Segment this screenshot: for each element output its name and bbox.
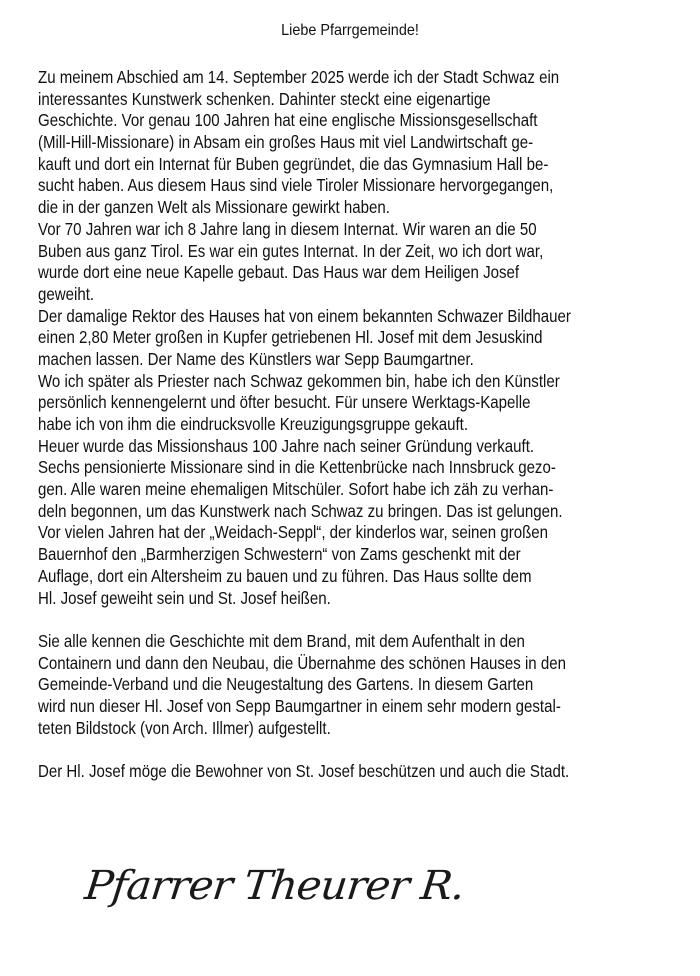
text-line: Vor vielen Jahren hat der „Weidach-Seppl“, der kinderlos war, seinen großen	[38, 522, 549, 543]
text-line: die in der ganzen Welt als Missionare gewirkt haben.	[38, 197, 390, 218]
text-line: deln begonnen, um das Kunstwerk nach Schwaz zu bringen. Das ist gelungen.	[38, 500, 563, 521]
signature-text: Pfarrer Theurer R.	[82, 863, 467, 909]
text-line: Gemeinde-Verband und die Neugestaltung des Gartens. In diesem Garten	[38, 674, 534, 695]
text-line: wurde dort eine neue Kapelle gebaut. Das Haus war dem Heiligen Josef	[38, 262, 520, 283]
text-line: Containern und dann den Neubau, die Übernahme des schönen Hauses in den	[38, 652, 566, 673]
text-line: habe ich von ihm die eindrucksvolle Kreuzigungsgruppe gekauft.	[38, 414, 469, 434]
text-line: Vor 70 Jahren war ich 8 Jahre lang in diesem Internat. Wir waren an die 50	[38, 218, 537, 239]
paragraph-2	[38, 631, 700, 739]
text-line: geweiht.	[38, 283, 95, 304]
text-line: Buben aus ganz Tirol. Es war ein gutes Internat. In der Zeit, wo ich dort war,	[38, 240, 544, 261]
text-line: Bauernhof den „Barmherzigen Schwestern“ von Zams geschenkt mit der	[38, 544, 521, 565]
text-line: Hl. Josef geweiht sein und St. Josef heißen.	[38, 587, 331, 608]
text-line: Auflage, dort ein Altersheim zu bauen und zu führen. Das Haus sollte dem	[38, 565, 532, 586]
paragraph-1	[38, 67, 700, 609]
letter-body	[38, 67, 700, 783]
text-line: (Mill-Hill-Missionare) in Absam ein großes Haus mit viel Landwirtschaft ge-	[38, 132, 534, 153]
paragraph-gap	[38, 739, 700, 761]
paragraph-3	[38, 761, 700, 783]
text-line: Sie alle kennen die Geschichte mit dem Brand, mit dem Aufenthalt in den	[38, 630, 525, 651]
letter-title: Liebe Pfarrgemeinde!	[281, 22, 419, 39]
text-line: gen. Alle waren meine ehemaligen Mitschüler. Sofort habe ich zäh zu verhan-	[38, 479, 554, 500]
text-line: einen 2,80 Meter großen in Kupfer getriebenen Hl. Josef mit dem Jesuskind	[38, 327, 543, 348]
text-line: interessantes Kunstwerk schenken. Dahinter steckt eine eigenartige	[38, 88, 491, 109]
text-line: Heuer wurde das Missionshaus 100 Jahre nach seiner Gründung verkauft.	[38, 435, 535, 456]
text-line: machen lassen. Der Name des Künstlers war Sepp Baumgartner.	[38, 348, 474, 369]
handwritten-signature	[82, 858, 605, 914]
text-line: sucht haben. Aus diesem Haus sind viele Tiroler Missionare hervorgegangen,	[38, 175, 554, 196]
text-line: persönlich kennengelernt und öfter besucht. Für unsere Werktags-Kapelle	[38, 392, 531, 413]
text-line: Der damalige Rektor des Hauses hat von einem bekannten Schwazer Bildhauer	[38, 305, 571, 326]
text-line: kauft und dort ein Internat für Buben gegründet, die das Gymnasium Hall be-	[38, 153, 549, 174]
text-line: Wo ich später als Priester nach Schwaz gekommen bin, habe ich den Künstler	[38, 370, 560, 391]
paragraph-gap	[38, 609, 700, 631]
text-line: wird nun dieser Hl. Josef von Sepp Baumgartner in einem sehr modern gestal-	[38, 695, 561, 716]
text-line: Der Hl. Josef möge die Bewohner von St. Josef beschützen und auch die Stadt.	[38, 761, 570, 781]
text-line: Sechs pensionierte Missionare sind in die Kettenbrücke nach Innsbruck gezo-	[38, 457, 556, 478]
text-line: Zu meinem Abschied am 14. September 2025 werde ich der Stadt Schwaz ein	[38, 67, 560, 87]
text-line: teten Bildstock (von Arch. Illmer) aufgestellt.	[38, 717, 331, 738]
text-line: Geschichte. Vor genau 100 Jahren hat eine englische Missionsgesellschaft	[38, 110, 538, 131]
